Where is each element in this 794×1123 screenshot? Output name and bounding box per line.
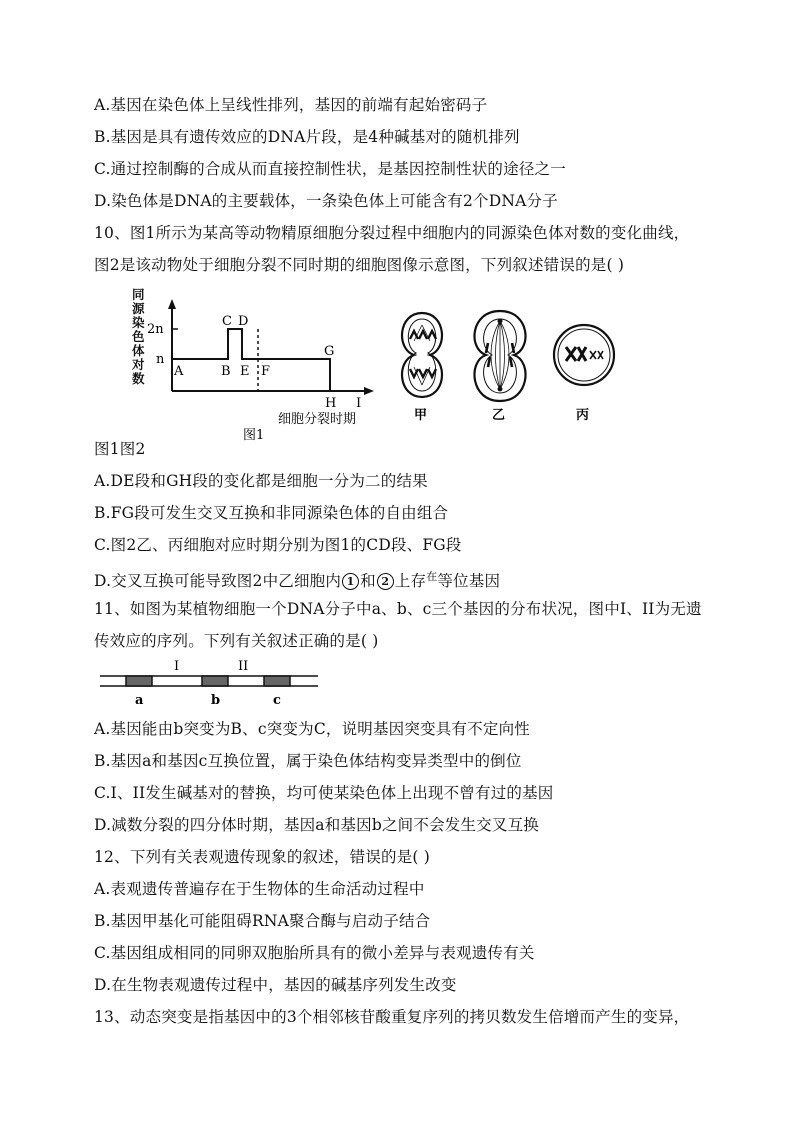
q13-stem-line1: 13、动态突变是指基因中的3个相邻核苷酸重复序列的拷贝数发生倍增而产生的变异， [94, 1008, 690, 1026]
q11-option-d: D.减数分裂的四分体时期，基因a和基因b之间不会发生交叉互换 [94, 816, 539, 834]
figure2-cells [392, 305, 622, 425]
q10-d-sup: 在 [426, 570, 438, 583]
cell-yi [474, 311, 525, 401]
q9-option-b: B.基因是具有遗传效应的DNA片段，是4种碱基对的随机排列 [94, 128, 520, 146]
graph-cut-label: 图1 [243, 428, 265, 443]
q11-stem-line1: 11、如图为某植物细胞一个DNA分子中a、b、c三个基因的分布状况，图中I、II为无遗 [94, 600, 702, 618]
graph-label-e: E [240, 364, 250, 379]
q11-option-a: A.基因能由b突变为B、c突变为C，说明基因突变具有不定向性 [94, 720, 530, 738]
q12-option-c: C.基因组成相同的同卵双胞胎所具有的微小差异与表观遗传有关 [94, 944, 535, 962]
q10-option-d [94, 567, 500, 591]
gene-block-c [264, 676, 290, 686]
q12-option-b: B.基因甲基化可能阻碍RNA聚合酶与启动子结合 [94, 912, 431, 930]
graph-label-d: D [238, 314, 249, 329]
q10-stem-line1: 10、图1所示为某高等动物精原细胞分裂过程中细胞内的同源染色体对数的变化曲线， [94, 224, 690, 242]
graph-label-f: F [261, 364, 271, 379]
q10-option-c: C.图2乙、丙细胞对应时期分别为图1的CD段、FG段 [94, 536, 462, 554]
gene-label-a: a [135, 693, 144, 708]
graph-tick-n: n [156, 352, 165, 367]
figure1-graph [128, 287, 378, 443]
graph-ylabel-char: 同 [132, 287, 145, 302]
graph-ylabel-char: 体 [132, 343, 145, 358]
graph-label-b: B [221, 364, 231, 379]
q12-option-a: A.表观遗传普遍存在于生物体的生命活动过程中 [94, 880, 425, 898]
graph-label-a: A [174, 364, 184, 379]
q10-stem-line2: 图2是该动物处于细胞分裂不同时期的细胞图像示意图，下列叙述错误的是( ) [94, 256, 625, 274]
q9-option-a: A.基因在染色体上呈线性排列，基因的前端有起始密码子 [94, 96, 488, 114]
q11-stem-line2: 传效应的序列。下列有关叙述正确的是( ) [94, 632, 379, 650]
dna-region-label-i: I [174, 659, 180, 674]
q10-figure-caption: 图1图2 [94, 440, 146, 458]
cell-label-jia: 甲 [414, 408, 428, 423]
cell-jia [402, 313, 442, 397]
dna-region-label-ii: II [238, 659, 249, 674]
graph-ylabel-char: 色 [132, 329, 145, 344]
graph-curve [172, 329, 330, 391]
gene-block-b [202, 676, 228, 686]
graph-tick-2n: 2n [147, 322, 164, 337]
q11-option-b: B.基因a和基因c互换位置，属于染色体结构变异类型中的倒位 [94, 752, 522, 770]
q10-d-suffix: 等位基因 [437, 572, 501, 590]
q10-option-a: A.DE段和GH段的变化都是细胞一分为二的结果 [94, 472, 428, 490]
q12-option-d: D.在生物表观遗传过程中，基因的碱基序列发生改变 [94, 976, 457, 994]
graph-label-c: C [222, 314, 232, 329]
graph-y-arrow [168, 299, 176, 309]
graph-label-h: H [325, 396, 337, 411]
graph-ylabel-char: 对 [132, 357, 145, 372]
graph-label-i: I [356, 396, 362, 411]
q11-option-c: C.I、II发生碱基对的替换，均可使某染色体上出现不曾有过的基因 [94, 784, 554, 802]
figure-dna-segment [98, 656, 320, 712]
cell-label-bing: 丙 [576, 408, 590, 423]
graph-xlabel: 细胞分裂时期 [278, 412, 357, 427]
graph-x-arrow [364, 387, 374, 395]
q10-option-b: B.FG段可发生交叉互换和非同源染色体的自由组合 [94, 504, 449, 522]
cell-label-yi: 乙 [492, 408, 506, 423]
graph-label-g: G [324, 344, 335, 359]
cell-bing [554, 325, 614, 385]
gene-block-a [126, 676, 152, 686]
circled-number-1: 1 [342, 573, 359, 590]
q12-stem: 12、下列有关表观遗传现象的叙述，错误的是( ) [94, 848, 431, 866]
graph-ylabel-char: 数 [132, 371, 145, 386]
q10-d-mid: 和 [360, 572, 376, 590]
graph-ylabel-char: 染 [132, 315, 145, 330]
graph-ylabel-char: 源 [132, 301, 145, 316]
gene-label-b: b [211, 693, 221, 708]
q10-d-pre-sup: 上存 [394, 572, 427, 590]
q10-d-prefix: D.交叉互换可能导致图2中乙细胞内 [94, 572, 342, 590]
q9-option-c: C.通过控制酶的合成从而直接控制性状，是基因控制性状的途径之一 [94, 160, 566, 178]
gene-label-c: c [273, 693, 281, 708]
q9-option-d: D.染色体是DNA的主要载体，一条染色体上可能含有2个DNA分子 [94, 192, 558, 210]
circled-number-2: 2 [377, 573, 394, 590]
